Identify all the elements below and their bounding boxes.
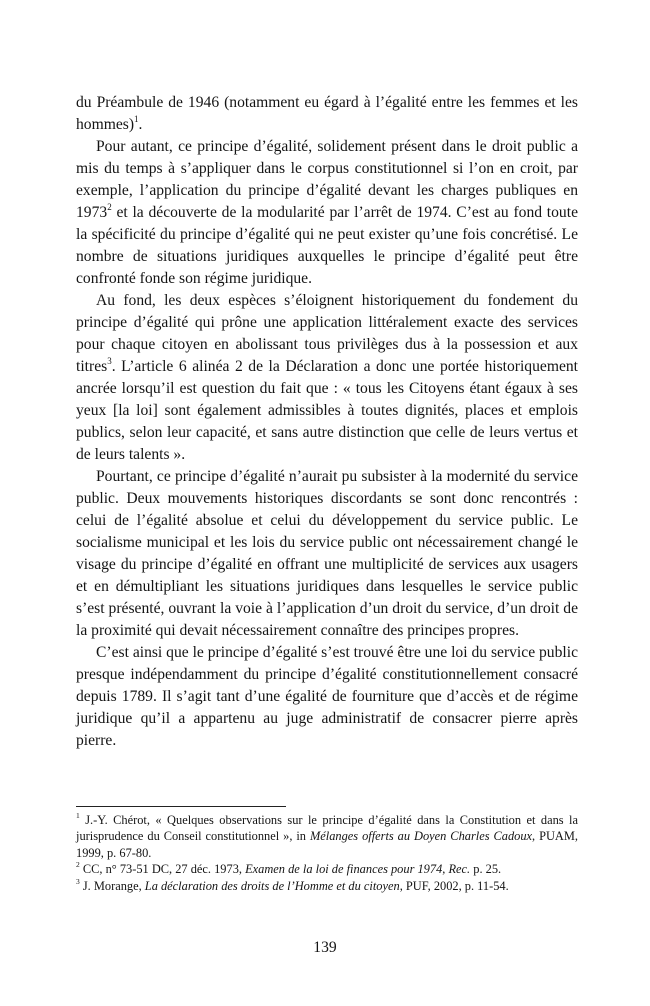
italic-text: La déclaration des droits de l’Homme et du citoyen [144, 878, 400, 893]
text-run: . [138, 116, 143, 133]
paragraph [76, 92, 578, 136]
footnote [76, 812, 578, 861]
text-run: J. Morange, [79, 878, 145, 893]
italic-text: Examen de la loi de finances pour 1974 [245, 862, 443, 877]
text-run: J.-Y. Chérot, « Quelques observations sur le principe d’égalité dans la Constitution et dans la jurisprudence du Conseil constitutionnel », in [76, 813, 578, 844]
footnotes [76, 812, 578, 894]
text-run: . L’article 6 alinéa 2 de la Déclaration a donc une portée historiquement ancrée lorsqu’il est question du fait que : « tous les Citoyens étant égaux à ses yeux [la loi] sont également admissibles à toutes dignités, places et emplois publics, selon leur capacité, et sans autre distinction que celle de leurs vertus et de leurs talents ». [76, 358, 578, 463]
text-run: du Préambule de 1946 (notamment eu égard à l’égalité entre les femmes et les hommes) [76, 94, 578, 133]
footnote-reference: 1 [134, 113, 139, 124]
footnote [76, 861, 578, 877]
text-run: , PUAM, 1999, p. 67-80. [76, 829, 578, 860]
page-body [76, 92, 578, 752]
text-run: , PUF, 2002, p. 11-54. [399, 878, 509, 893]
paragraph [76, 290, 578, 466]
footnote [76, 878, 578, 894]
footnote-reference: 2 [76, 860, 80, 870]
text-run: et la découverte de la modularité par l’arrêt de 1974. C’est au fond toute la spécificité du principe d’égalité qui ne peut exister qu’une fois concrétisé. Le nombre de situations juridiques auxquelles le principe d’égalité peut être confronté fonde son régime juridique. [76, 204, 578, 287]
footnote-reference: 3 [76, 876, 80, 886]
paragraph [76, 642, 578, 752]
footnote-separator [76, 806, 286, 807]
footnote-reference: 2 [107, 201, 112, 212]
text-run: Pourtant, ce principe d’égalité n’aurait pu subsister à la modernité du service public. Deux mouvements historiques discordants se sont donc rencontrés : celui de l’égalité absolue et celui du développement du service public. Le socialisme municipal et les lois du service public ont nécessairement changé le visage du principe d’égalité en offrant une multiplicité de services aux usagers et en démultipliant les situations juridiques dans lesquelles le service public s’est présenté, ouvrant la voie à l’application d’un droit du service, d’un droit de la proximité qui devait nécessairement connaître des principes propres. [76, 468, 578, 639]
text-run: CC, n° 73-51 DC, 27 déc. 1973, [79, 862, 246, 877]
italic-text: Rec. [448, 862, 471, 877]
body-text [76, 92, 578, 752]
text-run: p. 25. [470, 862, 502, 877]
text-run: Au fond, les deux espèces s’éloignent historiquement du fondement du principe d’égalité qui prône une application littéralement exacte des services pour chaque citoyen en abolissant tous privilèges dus à la possession et aux titres [76, 292, 578, 375]
text-run: Pour autant, ce principe d’égalité, solidement présent dans le droit public a mis du temps à s’appliquer dans le corpus constitutionnel si l’on en croit, par exemple, l’application du principe d’égalité devant les charges publiques en 1973 [76, 138, 578, 221]
footnote-reference: 1 [76, 810, 80, 820]
paragraph [76, 466, 578, 642]
italic-text: Mélanges offerts au Doyen Charles Cadoux [309, 829, 533, 844]
paragraph [76, 136, 578, 290]
page-number: 139 [313, 939, 337, 956]
footnote-reference: 3 [107, 355, 112, 366]
text-run: C’est ainsi que le principe d’égalité s’est trouvé être une loi du service public presque indépendamment du principe d’égalité constitutionnellement consacré depuis 1789. Il s’agit tant d’une égalité de fourniture que d’accès et de régime juridique qu’il a appartenu au juge administratif de consacrer pierre après pierre. [76, 644, 578, 749]
text-run: , [442, 862, 449, 877]
